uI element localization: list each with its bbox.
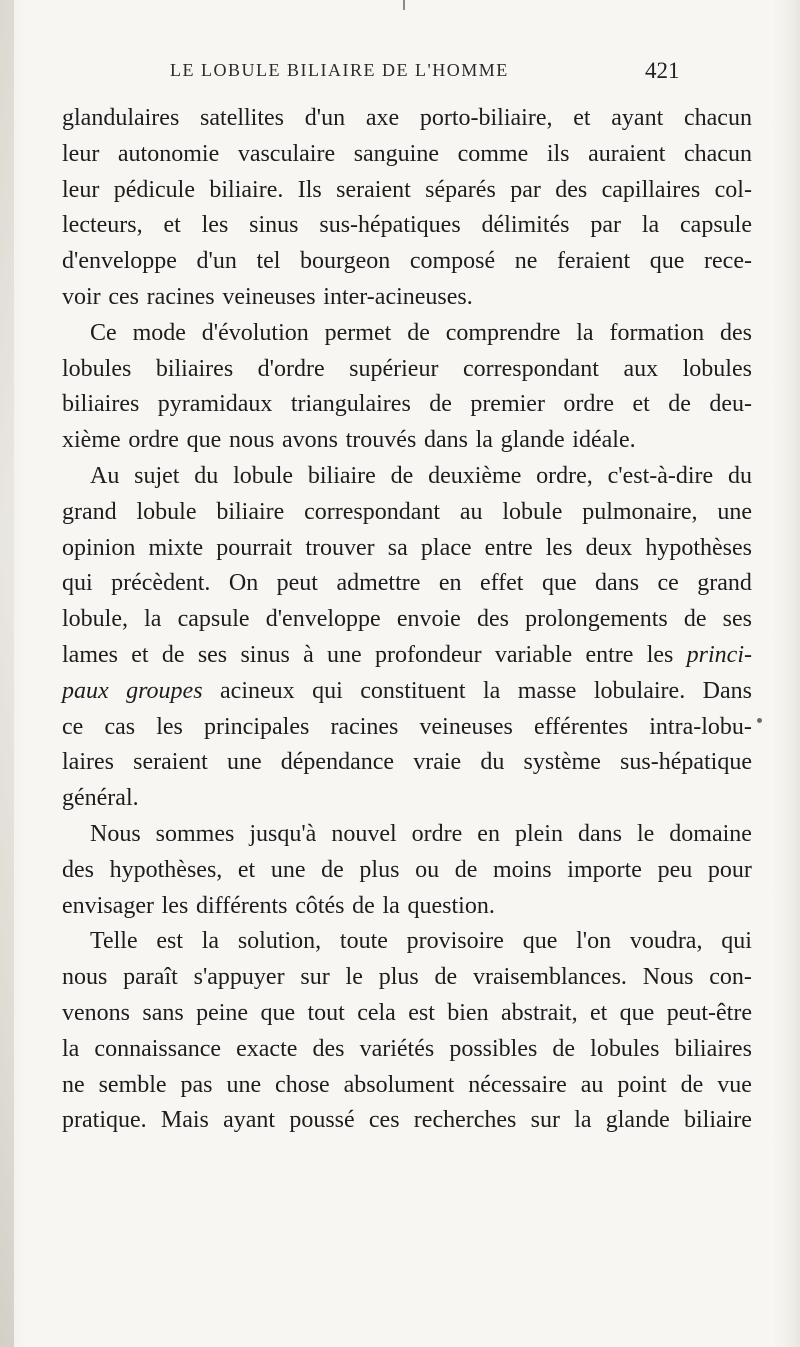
word: une: [717, 498, 752, 525]
word: grand: [62, 498, 117, 525]
word: côtés: [295, 892, 345, 919]
word: Ce: [90, 319, 117, 346]
word: précèdent.: [111, 570, 211, 597]
word: lobule: [502, 498, 563, 525]
word: de: [321, 856, 344, 883]
word: autonomie: [117, 140, 220, 167]
word: sa: [387, 534, 408, 561]
word: ce: [62, 713, 84, 740]
word: la: [641, 212, 660, 239]
text-line: [62, 710, 752, 746]
word: comprendre: [445, 319, 561, 346]
word: la: [382, 892, 400, 919]
word: la: [576, 319, 594, 346]
word: l'on: [576, 928, 612, 955]
word: que: [619, 999, 655, 1026]
word: effet: [479, 570, 524, 597]
word: chacun: [684, 105, 752, 131]
word: solution,: [237, 928, 322, 955]
word: lobule,: [62, 606, 128, 633]
word: question.: [407, 892, 495, 919]
word: lames: [62, 641, 118, 668]
word: profondeur: [374, 641, 482, 668]
text-line: [62, 208, 752, 244]
running-title: LE LOBULE BILIAIRE DE L'HOMME: [170, 60, 509, 80]
word: ses: [197, 641, 228, 668]
word: sanguine: [353, 140, 439, 167]
word: absolument: [343, 1071, 455, 1098]
word: les: [201, 212, 229, 239]
word: sinus: [240, 641, 290, 668]
word: la: [201, 928, 220, 955]
word: la: [475, 427, 493, 454]
text-line: [62, 745, 752, 781]
word: que: [541, 570, 577, 597]
word: de: [434, 964, 458, 991]
word: est: [156, 928, 184, 955]
word: les: [156, 713, 183, 740]
word: voir: [62, 283, 101, 310]
word: vraisemblances.: [472, 964, 627, 991]
word: tel: [256, 248, 281, 275]
running-head: [0, 58, 800, 94]
word: dépendance: [280, 749, 395, 776]
word: de: [680, 1071, 704, 1098]
word: dans: [423, 427, 468, 454]
word: glande: [605, 1107, 670, 1134]
text-line: [62, 996, 752, 1032]
word: de: [161, 641, 185, 668]
word: pyramidaux: [157, 391, 273, 418]
word: ayant: [611, 105, 664, 131]
word: des: [312, 1035, 345, 1062]
word: de: [683, 606, 707, 633]
word: sommes: [155, 820, 235, 847]
word: la: [574, 1107, 592, 1134]
word: abstrait,: [500, 999, 578, 1026]
word: ses: [722, 606, 752, 633]
word: entre: [484, 534, 533, 561]
word: place: [420, 534, 472, 561]
word: variétés: [359, 1035, 435, 1062]
word: de: [407, 319, 430, 346]
word: peut: [276, 570, 318, 597]
word: groupes: [126, 677, 203, 704]
word: acineux: [220, 677, 295, 704]
text-line: [62, 1032, 752, 1068]
word: biliaires: [62, 391, 140, 418]
word: délimités: [481, 212, 570, 239]
word: racines: [330, 713, 399, 740]
word: princi-: [686, 641, 752, 668]
word: jusqu'à: [249, 820, 317, 847]
word: avons: [281, 427, 338, 454]
word: laires: [62, 749, 114, 776]
word: trouver: [305, 534, 375, 561]
word: d'enveloppe: [62, 248, 177, 275]
word: exacte: [236, 1035, 298, 1062]
word: racines: [146, 283, 215, 310]
word: la: [62, 1035, 80, 1062]
word: entre: [585, 641, 634, 668]
word: paraît: [123, 964, 178, 991]
word: par: [590, 212, 621, 239]
word: envoie: [396, 606, 461, 633]
word: xième: [62, 427, 121, 454]
word: pédicule: [113, 176, 195, 203]
word: ce: [657, 570, 679, 597]
word: du: [728, 462, 752, 489]
text-line: [62, 137, 752, 173]
word: bourgeon: [300, 248, 391, 275]
word: sujet: [134, 462, 180, 489]
word: de: [390, 462, 414, 489]
word: biliaire: [307, 462, 376, 489]
word: nécessaire: [468, 1071, 567, 1098]
word: d'évolution: [201, 319, 309, 346]
word: une: [226, 749, 262, 776]
text-line: [62, 495, 752, 531]
word: plein: [514, 820, 563, 847]
word: et: [573, 105, 591, 131]
word: par: [510, 176, 541, 203]
text-line: [62, 1103, 752, 1139]
word: plus: [359, 856, 400, 883]
word: et: [131, 641, 149, 668]
word: la: [144, 606, 162, 633]
word: des: [476, 606, 509, 633]
word: séparés: [425, 176, 496, 203]
word: biliaires: [674, 1035, 752, 1062]
text-line: [62, 853, 752, 889]
word: toute: [339, 928, 388, 955]
word: inter-acineuses.: [323, 283, 473, 310]
word: capsule: [680, 212, 752, 239]
word: ayant: [223, 1107, 276, 1134]
text-line: [62, 280, 752, 316]
word: satellites: [200, 105, 285, 131]
word: biliaire: [216, 498, 285, 525]
word: correspondant: [462, 355, 599, 382]
word: cela: [357, 999, 396, 1026]
text-line: [62, 781, 752, 817]
word: correspondant: [304, 498, 441, 525]
word: connaissance: [94, 1035, 222, 1062]
word: Nous: [90, 820, 141, 847]
word: vue: [717, 1071, 752, 1098]
word: comme: [457, 140, 529, 167]
word: vraie: [413, 749, 462, 776]
word: sus-hépatiques: [319, 212, 461, 239]
word: vasculaire: [237, 140, 336, 167]
word: général.: [62, 785, 139, 812]
word: permet: [324, 319, 392, 346]
text-line: [62, 889, 752, 925]
word: bien: [447, 999, 489, 1026]
word: moins: [492, 856, 552, 883]
word: point: [617, 1071, 667, 1098]
word: veineuses: [222, 283, 316, 310]
word: chose: [275, 1071, 330, 1098]
word: grand: [697, 570, 752, 597]
word: et: [589, 999, 608, 1026]
word: glande: [500, 427, 565, 454]
word: en: [477, 820, 500, 847]
word: que: [649, 248, 685, 275]
word: nous: [62, 964, 108, 991]
word: sans: [142, 999, 184, 1026]
word: porto-biliaire,: [419, 105, 553, 131]
word: les: [161, 892, 189, 919]
word: sinus: [249, 212, 299, 239]
word: à: [303, 641, 314, 668]
word: importe: [567, 856, 642, 883]
word: sur: [300, 964, 330, 991]
word: Ils: [297, 176, 322, 203]
word: triangulaires: [290, 391, 411, 418]
word: pas: [180, 1071, 213, 1098]
word: de: [352, 892, 375, 919]
word: seraient: [336, 176, 411, 203]
word: de: [429, 391, 452, 418]
text-line: [62, 531, 752, 567]
word: deu-: [709, 391, 752, 418]
word: hypothèses,: [109, 856, 223, 883]
word: auraient: [588, 140, 666, 167]
word: leur: [62, 176, 100, 203]
word: hypothèses: [645, 534, 752, 561]
text-line: [62, 638, 752, 674]
word: le: [345, 964, 363, 991]
text-line: [62, 173, 752, 209]
body-text: [62, 101, 752, 1139]
word: pulmonaire,: [582, 498, 698, 525]
word: poussé: [289, 1107, 355, 1134]
word: pour: [707, 856, 752, 883]
word: ne: [62, 1071, 85, 1098]
word: mode: [132, 319, 186, 346]
word: une: [226, 1071, 262, 1098]
margin-dot: [757, 718, 762, 723]
word: sur: [530, 1107, 560, 1134]
word: des: [62, 856, 94, 883]
word: est: [408, 999, 435, 1026]
word: opinion: [62, 534, 136, 561]
word: peu: [657, 856, 693, 883]
word: trouvés: [345, 427, 417, 454]
text-line: [62, 674, 752, 710]
word: au: [580, 1071, 604, 1098]
word: en: [438, 570, 462, 597]
word: plus: [378, 964, 419, 991]
word: deux: [585, 534, 633, 561]
word: ces: [108, 283, 139, 310]
word: du: [194, 462, 219, 489]
word: Dans: [702, 677, 752, 704]
word: leur: [62, 140, 100, 167]
word: et: [632, 391, 650, 418]
text-line: [62, 602, 752, 638]
word: ordre,: [536, 462, 593, 489]
word: veineuses: [419, 713, 513, 740]
word: peine: [196, 999, 249, 1026]
word: lecteurs,: [62, 212, 143, 239]
word: cas: [104, 713, 136, 740]
word: pratique.: [62, 1107, 147, 1134]
word: lobulaire.: [593, 677, 686, 704]
text-line: [62, 566, 752, 602]
word: deuxième: [428, 462, 522, 489]
word: ou: [415, 856, 440, 883]
word: chacun: [684, 140, 752, 167]
word: ils: [546, 140, 570, 167]
word: une: [270, 856, 306, 883]
text-line: [62, 423, 752, 459]
word: des: [719, 319, 752, 346]
word: ordre: [563, 391, 615, 418]
word: venons: [62, 999, 130, 1026]
word: capsule: [177, 606, 250, 633]
word: possibles: [449, 1035, 538, 1062]
word: constituent: [360, 677, 466, 704]
word: principales: [204, 713, 310, 740]
word: supérieur: [349, 355, 439, 382]
word: qui: [62, 570, 93, 597]
word: aux: [623, 355, 659, 382]
word: biliaires: [155, 355, 234, 382]
text-line: [62, 1068, 752, 1104]
word: axe: [365, 105, 400, 131]
word: lobules: [682, 355, 752, 382]
word: d'un: [196, 248, 237, 275]
word: ne: [514, 248, 538, 275]
word: Nous: [642, 964, 694, 991]
word: qui: [312, 677, 343, 704]
word: seraient: [133, 749, 208, 776]
word: et: [237, 856, 256, 883]
text-line: [62, 101, 752, 137]
word: mixte: [148, 534, 204, 561]
word: de: [668, 391, 691, 418]
word: les: [646, 641, 674, 668]
word: sus-hépatique: [620, 749, 752, 776]
word: et: [163, 212, 181, 239]
word: prolongements: [525, 606, 668, 633]
word: idéale.: [572, 427, 636, 454]
word: tout: [307, 999, 345, 1026]
word: composé: [409, 248, 496, 275]
text-line: [62, 459, 752, 495]
word: recherches: [413, 1107, 517, 1134]
text-line: [62, 387, 752, 423]
word: col-: [714, 176, 752, 203]
word: Au: [90, 462, 120, 489]
word: provisoire: [406, 928, 504, 955]
word: biliaire: [683, 1107, 752, 1134]
word: au: [459, 498, 483, 525]
word: une: [327, 641, 362, 668]
word: d'enveloppe: [265, 606, 381, 633]
text-line: [62, 817, 752, 853]
word: variable: [494, 641, 573, 668]
word: Telle: [90, 928, 138, 955]
word: que: [186, 427, 222, 454]
word: de: [454, 856, 478, 883]
page-number: 421: [645, 58, 680, 83]
word: semble: [98, 1071, 167, 1098]
word: feraient: [556, 248, 631, 275]
word: efférentes: [533, 713, 629, 740]
word: lobules: [62, 355, 132, 382]
word: Mais: [160, 1107, 209, 1134]
word: On: [228, 570, 259, 597]
word: paux: [62, 677, 109, 704]
word: nous: [228, 427, 275, 454]
word: dans: [577, 820, 622, 847]
text-line: [62, 924, 752, 960]
text-line: [62, 244, 752, 280]
word: capillaires: [601, 176, 701, 203]
print-mark: [403, 0, 405, 10]
word: ces: [368, 1107, 400, 1134]
word: que: [260, 999, 296, 1026]
word: glandulaires: [62, 105, 180, 131]
word: les: [545, 534, 573, 561]
word: la: [483, 677, 501, 704]
word: le: [636, 820, 655, 847]
word: lobules: [590, 1035, 660, 1062]
word: du: [480, 749, 505, 776]
text-line: [62, 960, 752, 996]
word: système: [523, 749, 601, 776]
word: admettre: [336, 570, 421, 597]
word: pourrait: [216, 534, 293, 561]
word: qui: [721, 928, 752, 955]
word: domaine: [669, 820, 752, 847]
text-line: [62, 352, 752, 388]
word: d'ordre: [257, 355, 325, 382]
word: lobule: [233, 462, 294, 489]
word: intra-lobu-: [649, 713, 752, 740]
word: rece-: [704, 248, 752, 275]
text-line: [62, 316, 752, 352]
word: formation: [609, 319, 705, 346]
word: voudra,: [629, 928, 703, 955]
word: dans: [595, 570, 640, 597]
word: ordre: [411, 820, 463, 847]
word: envisager: [62, 892, 154, 919]
word: masse: [517, 677, 577, 704]
word: c'est-à-dire: [607, 462, 714, 489]
word: con-: [709, 964, 752, 991]
word: d'un: [304, 105, 346, 131]
word: peut-être: [666, 999, 752, 1026]
word: nouvel: [331, 820, 397, 847]
word: biliaire.: [209, 176, 284, 203]
word: des: [555, 176, 588, 203]
word: ordre: [128, 427, 179, 454]
word: différents: [195, 892, 288, 919]
word: premier: [470, 391, 545, 418]
word: que: [522, 928, 558, 955]
word: de: [552, 1035, 576, 1062]
word: s'appuyer: [193, 964, 285, 991]
word: lobule: [136, 498, 197, 525]
